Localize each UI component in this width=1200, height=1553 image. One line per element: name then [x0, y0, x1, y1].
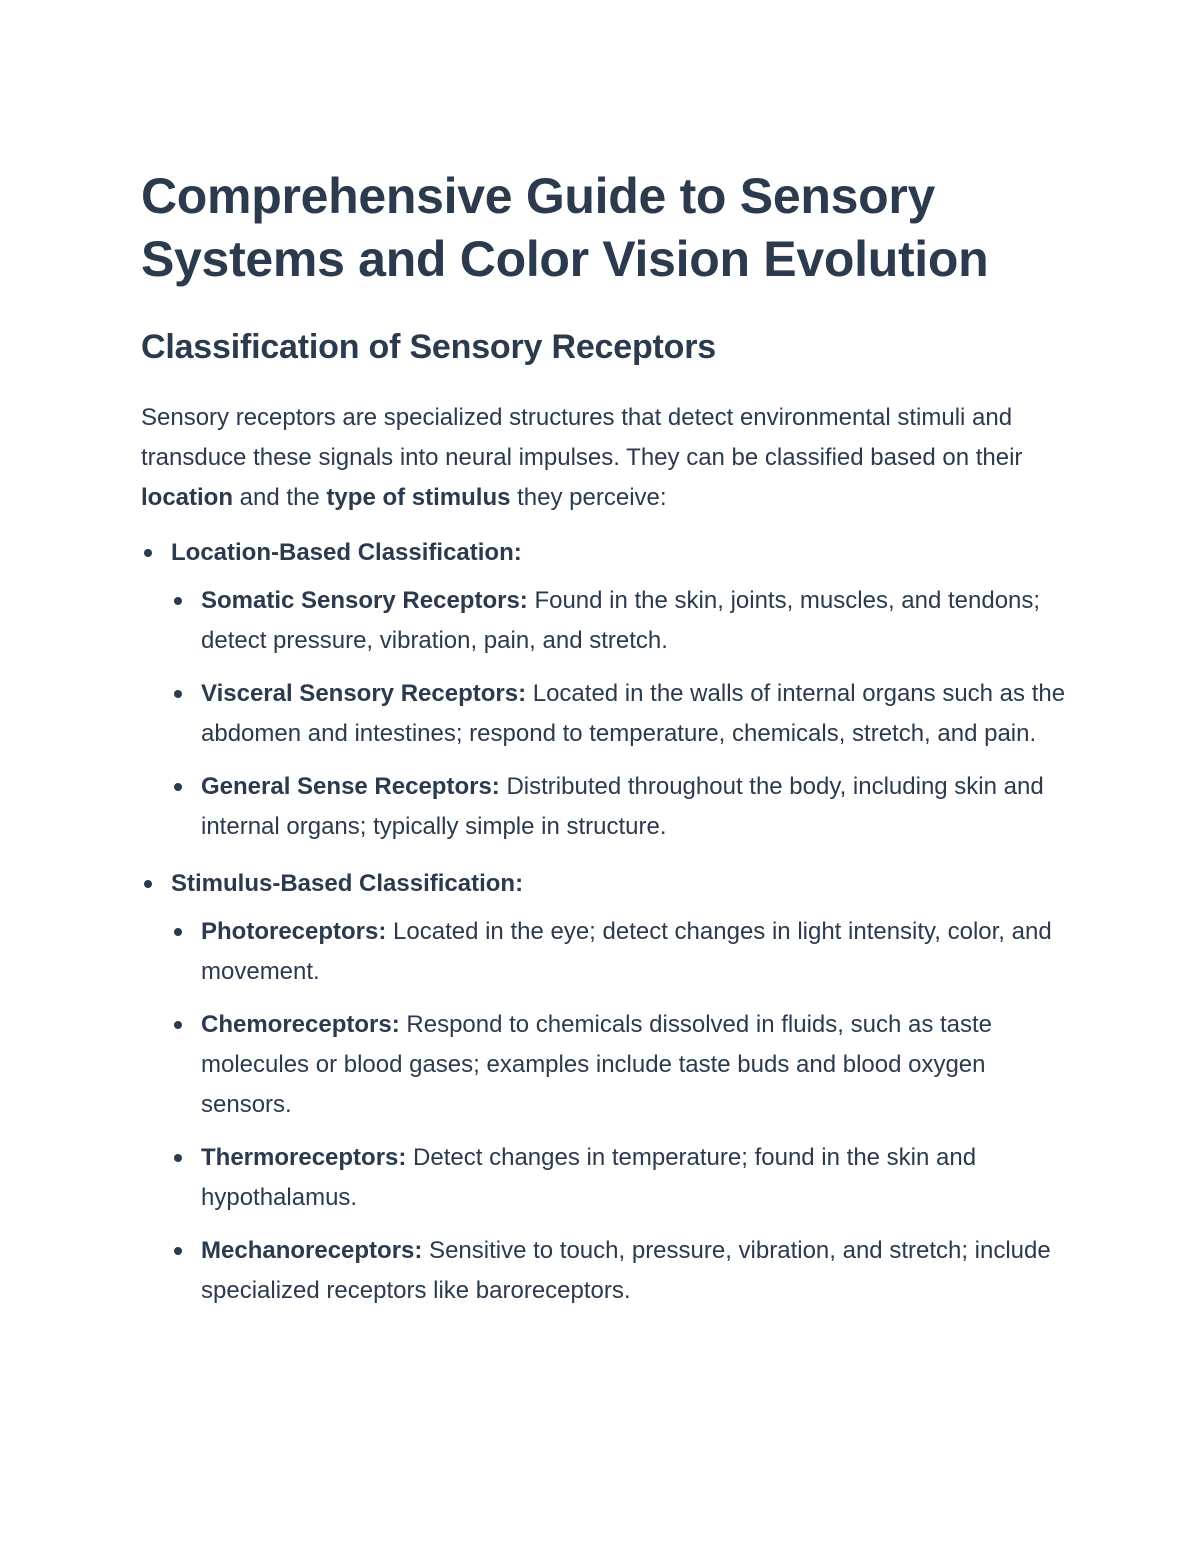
receptor-list	[171, 912, 1066, 1324]
intro-text: and the	[233, 484, 327, 511]
list-item	[171, 581, 1066, 674]
bullet-icon	[174, 928, 182, 936]
intro-text: they perceive:	[510, 484, 667, 511]
receptor-desc: Located in the eye; detect changes in light intensity, color, and movement.	[201, 918, 1052, 985]
intro-bold-stimulus: type of stimulus	[326, 484, 511, 511]
receptor-term: Visceral Sensory Receptors:	[201, 680, 527, 707]
receptor-term: Chemoreceptors:	[201, 1011, 400, 1038]
receptor-desc: Detect changes in temperature; found in the skin and hypothalamus.	[201, 1144, 977, 1211]
bullet-icon	[144, 880, 152, 888]
receptor-desc: Located in the walls of internal organs such as the abdomen and intestines; respond to temperature, chemicals, stretch, and pain.	[201, 680, 1066, 747]
category-label: Location-Based Classification:	[171, 539, 522, 566]
category-stimulus	[141, 860, 1066, 1324]
receptor-desc: Sensitive to touch, pressure, vibration, and stretch; include specialized receptors like baroreceptors.	[201, 1237, 1051, 1304]
bullet-icon	[174, 690, 182, 698]
receptor-term: Photoreceptors:	[201, 918, 387, 945]
receptor-desc: Found in the skin, joints, muscles, and tendons; detect pressure, vibration, pain, and stretch.	[201, 587, 1041, 654]
intro-paragraph	[141, 398, 1066, 518]
receptor-term: General Sense Receptors:	[201, 773, 500, 800]
receptor-term: Mechanoreceptors:	[201, 1237, 423, 1264]
receptor-term: Thermoreceptors:	[201, 1144, 407, 1171]
receptor-term: Somatic Sensory Receptors:	[201, 587, 528, 614]
intro-text: Sensory receptors are specialized structures that detect environmental stimuli and transduce these signals into neural impulses. They can be classified based on their	[141, 404, 1023, 471]
list-item	[171, 1138, 1066, 1231]
list-item	[171, 1231, 1066, 1324]
bullet-icon	[174, 1154, 182, 1162]
intro-bold-location: location	[141, 484, 234, 511]
list-item	[171, 1005, 1066, 1138]
receptor-list	[171, 581, 1066, 860]
document-page	[141, 165, 1066, 1324]
list-item	[171, 912, 1066, 1005]
list-item	[171, 674, 1066, 767]
bullet-icon	[144, 549, 152, 557]
section-heading: Classification of Sensory Receptors	[141, 328, 716, 366]
bullet-icon	[174, 783, 182, 791]
receptor-desc: Distributed throughout the body, including skin and internal organs; typically simple in structure.	[201, 773, 1044, 840]
bullet-icon	[174, 1247, 182, 1255]
category-location	[141, 529, 1066, 860]
list-item	[171, 767, 1066, 860]
category-label: Stimulus-Based Classification:	[171, 870, 524, 897]
document-title: Comprehensive Guide to Sensory Systems and Color Vision Evolution	[141, 168, 989, 287]
bullet-icon	[174, 597, 182, 605]
bullet-icon	[174, 1021, 182, 1029]
classification-list	[141, 529, 1066, 1324]
receptor-desc: Respond to chemicals dissolved in fluids, such as taste molecules or blood gases; examples include taste buds and blood oxygen sensors.	[201, 1011, 993, 1118]
